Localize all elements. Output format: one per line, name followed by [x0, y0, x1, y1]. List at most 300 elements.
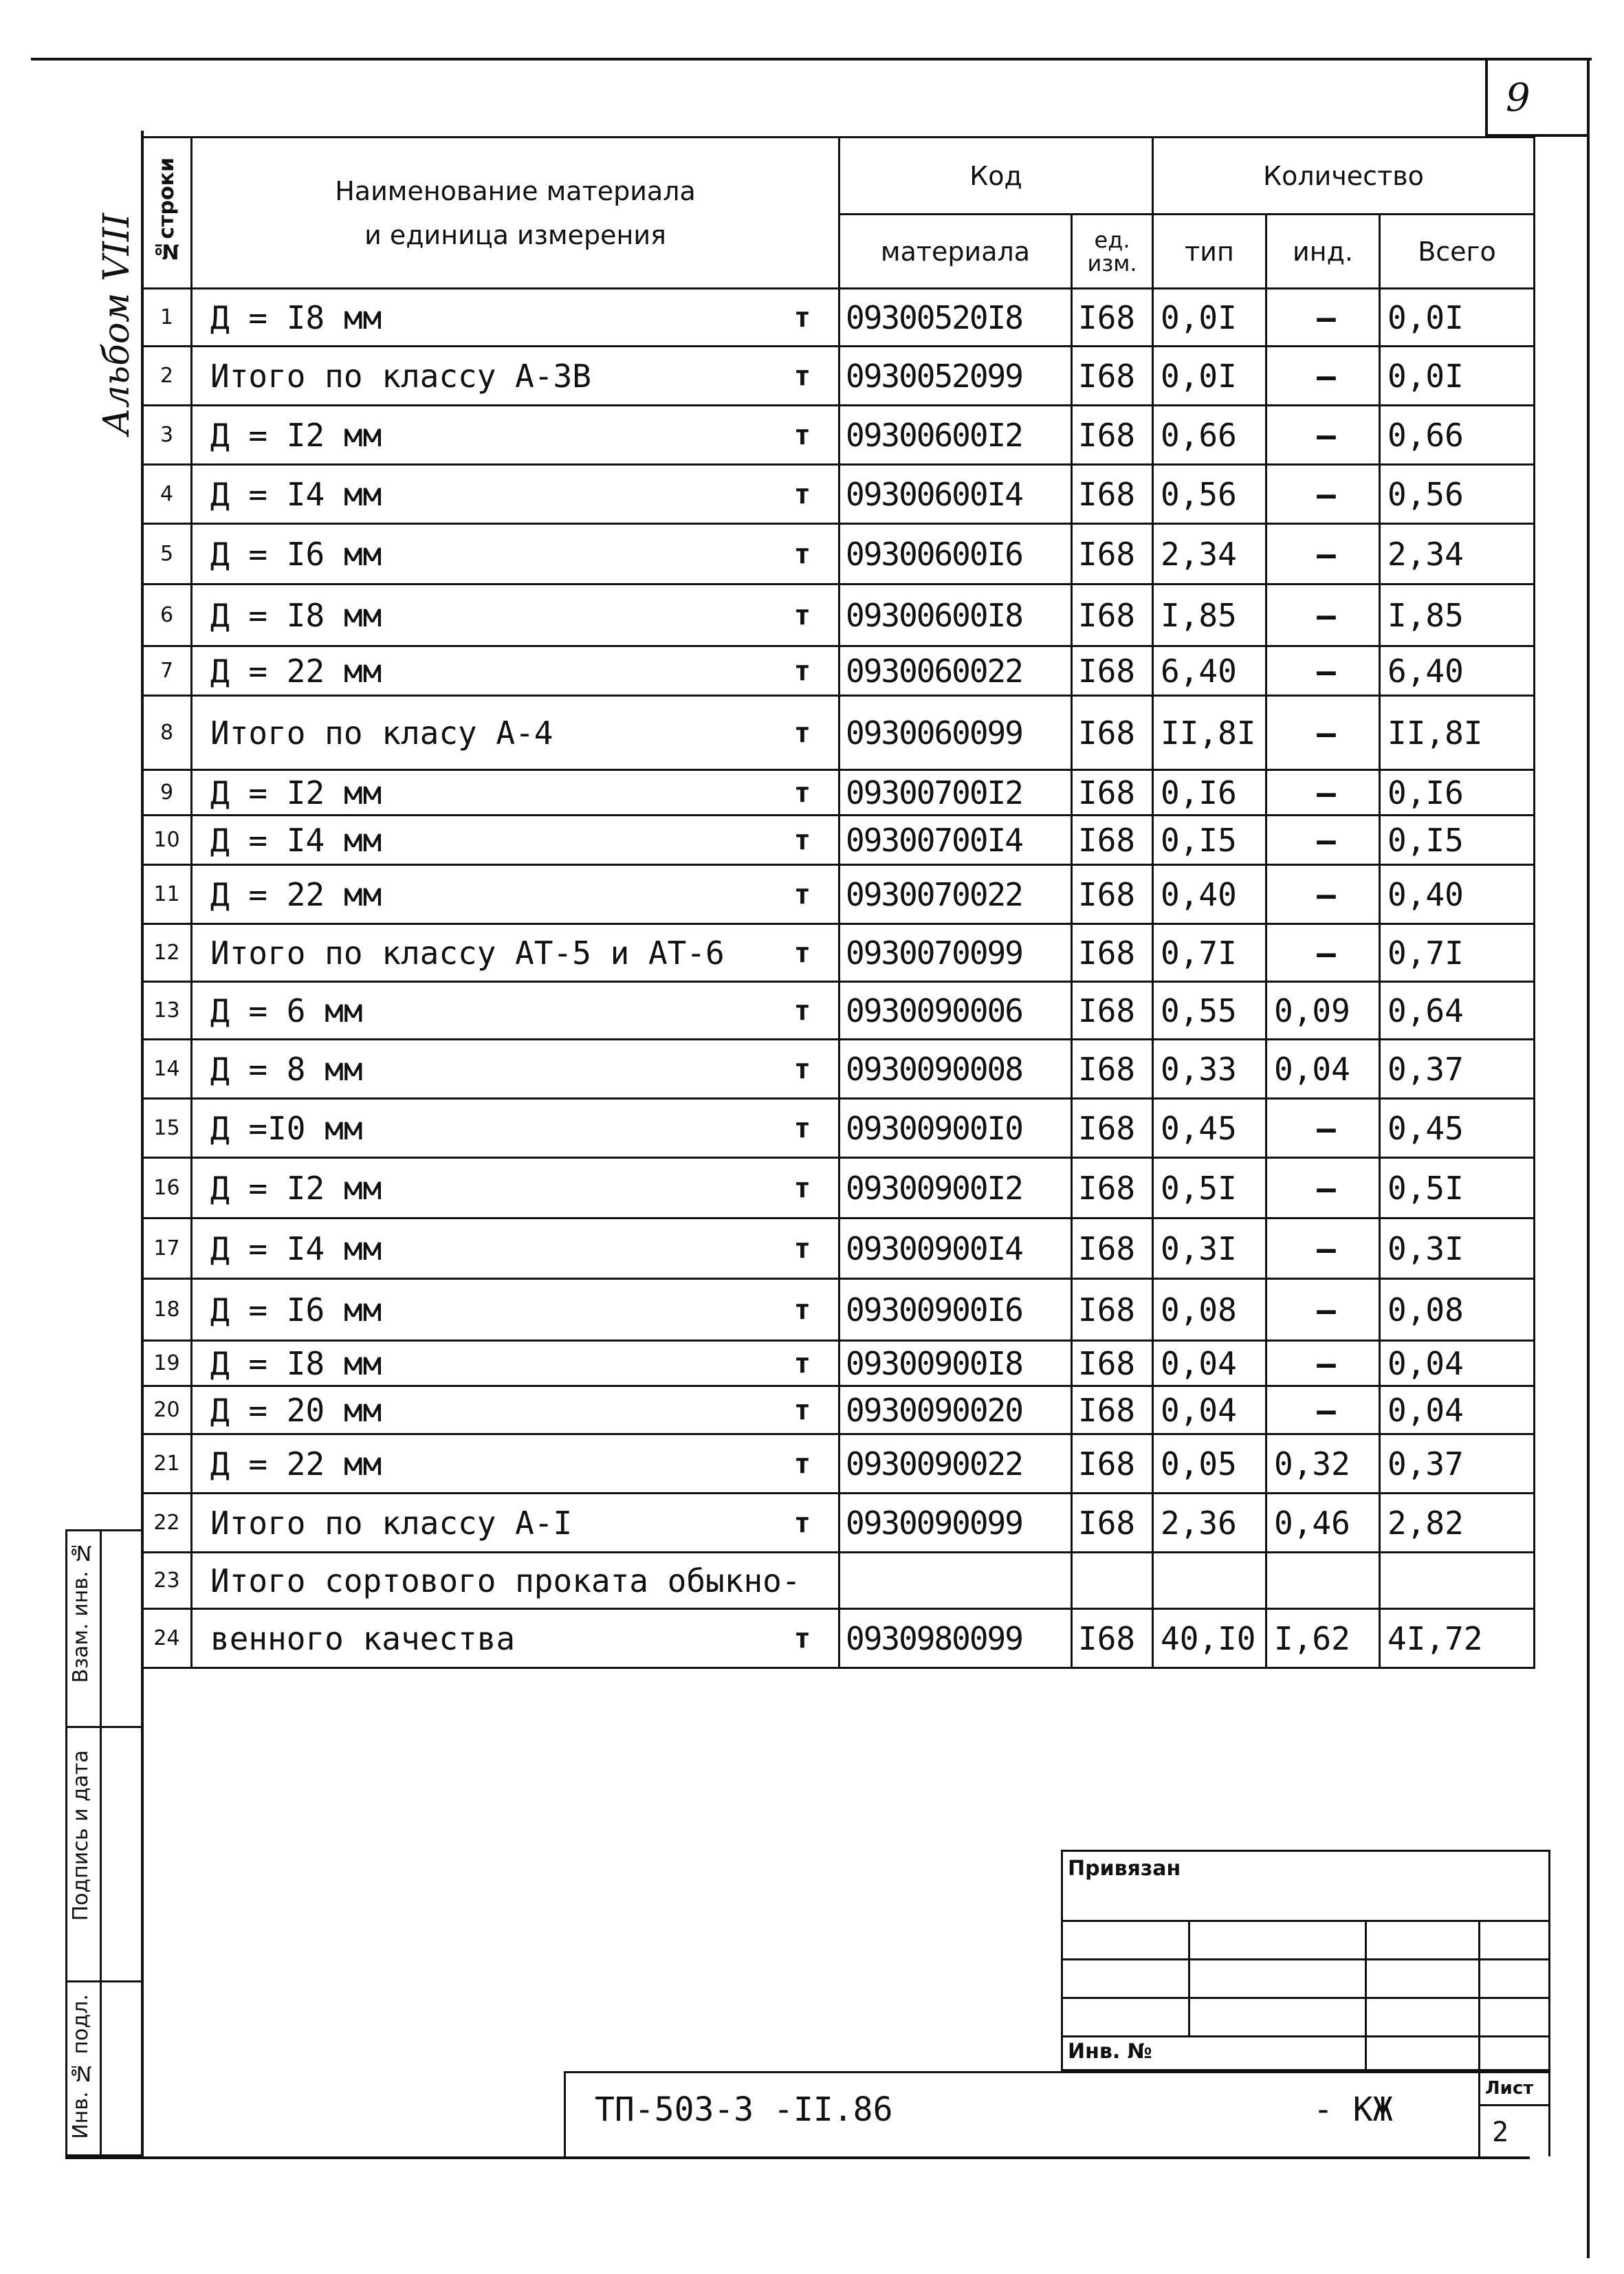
qty-type: 0,5I	[1161, 1169, 1237, 1207]
qty-type-cell	[1153, 1553, 1266, 1609]
material-code-cell	[840, 1434, 1072, 1494]
row-number-cell	[142, 646, 192, 696]
qty-type-cell	[1153, 347, 1266, 406]
material-name-cell	[192, 924, 840, 982]
designation-code: ТП-503-3 -II.86	[595, 2090, 893, 2129]
sheet-label-line	[1478, 2104, 1550, 2106]
material-name: Итого сортового проката обыкно-	[210, 1562, 801, 1599]
unit-code-cell	[1072, 1553, 1153, 1609]
qty-total-cell	[1380, 1341, 1535, 1386]
material-name-cell	[192, 584, 840, 646]
material-code-cell	[840, 584, 1072, 646]
material-code-cell	[840, 1158, 1072, 1218]
qty-ind: –	[1317, 1169, 1336, 1207]
row-number: 6	[160, 603, 174, 627]
qty-total-cell	[1380, 816, 1535, 865]
header-code-material: материала	[840, 215, 1072, 289]
material-name-cell	[192, 524, 840, 584]
row-number: 17	[153, 1236, 180, 1260]
qty-type-cell	[1153, 696, 1266, 770]
qty-type-cell	[1153, 1158, 1266, 1218]
row-number-cell	[142, 465, 192, 524]
qty-ind: –	[1317, 1109, 1336, 1147]
qty-total: 0,04	[1387, 1391, 1464, 1429]
album-label: Альбом VIII	[96, 213, 138, 435]
qty-type-cell	[1153, 924, 1266, 982]
row-number: 15	[153, 1116, 180, 1140]
row-number-cell	[142, 982, 192, 1040]
row-number: 11	[153, 882, 180, 906]
privyazan-row-1	[1061, 1920, 1550, 1922]
qty-total: 0,I5	[1387, 821, 1464, 859]
material-code: 0930070099	[846, 934, 1022, 972]
qty-total: 0,08	[1387, 1291, 1464, 1329]
unit-code: I68	[1078, 875, 1136, 913]
material-code: 0930090099	[846, 1504, 1022, 1542]
unit-code: I68	[1078, 652, 1136, 690]
qty-type: 2,34	[1161, 535, 1237, 573]
unit-code-cell	[1072, 1218, 1153, 1279]
qty-ind-cell	[1266, 1386, 1380, 1434]
material-code-cell	[840, 406, 1072, 465]
unit-code: I68	[1078, 821, 1136, 859]
qty-ind: –	[1317, 416, 1336, 454]
qty-total: 0,I6	[1387, 774, 1464, 811]
stamp-separator-2	[65, 1980, 141, 1982]
qty-total-cell	[1380, 696, 1535, 770]
row-number: 13	[153, 998, 180, 1023]
qty-type-cell	[1153, 1218, 1266, 1279]
table-row	[142, 1218, 1535, 1279]
qty-ind-cell	[1266, 289, 1380, 347]
qty-total-cell	[1380, 1434, 1535, 1494]
qty-type-cell	[1153, 1386, 1266, 1434]
material-name-cell	[192, 646, 840, 696]
row-number-cell	[142, 406, 192, 465]
material-code-cell	[840, 524, 1072, 584]
material-name-cell	[192, 1218, 840, 1279]
table-row	[142, 347, 1535, 406]
bottom-frame-line	[65, 2156, 1530, 2159]
materials-table	[141, 136, 1535, 1669]
unit-code: I68	[1078, 298, 1136, 336]
qty-ind: –	[1317, 1291, 1336, 1329]
header-qty-type: тип	[1153, 215, 1266, 289]
row-number: 8	[160, 721, 174, 745]
privyazan-col-2	[1365, 1920, 1367, 2071]
qty-ind-cell	[1266, 1434, 1380, 1494]
material-code: 09300600I8	[846, 596, 1022, 634]
material-name: Итого по классу АТ-5 и АТ-6	[210, 934, 725, 972]
table-row	[142, 1553, 1535, 1609]
qty-ind: –	[1317, 1229, 1336, 1267]
row-number: 3	[160, 423, 174, 447]
unit-code: I68	[1078, 1109, 1136, 1147]
table-row	[142, 524, 1535, 584]
material-code: 0930090006	[846, 992, 1022, 1029]
row-number-cell	[142, 1218, 192, 1279]
privyazan-row-3	[1061, 1997, 1550, 1999]
qty-ind: –	[1317, 821, 1336, 859]
table-row	[142, 982, 1535, 1040]
material-name: Д = I8 мм	[210, 298, 382, 336]
qty-ind-cell	[1266, 1158, 1380, 1218]
row-number: 20	[153, 1398, 180, 1422]
unit-label: т	[793, 1347, 811, 1379]
privyazan-col-3	[1478, 1920, 1480, 2071]
material-name: Д = I8 мм	[210, 596, 382, 634]
qty-type-cell	[1153, 1040, 1266, 1099]
material-name-cell	[192, 406, 840, 465]
material-code-cell	[840, 347, 1072, 406]
unit-code: I68	[1078, 934, 1136, 972]
qty-ind: –	[1317, 1344, 1336, 1382]
material-code: 09300700I4	[846, 821, 1022, 859]
material-name: Д = I4 мм	[210, 475, 382, 513]
qty-total: 0,0I	[1387, 357, 1464, 395]
sheet-number: 2	[1492, 2117, 1509, 2148]
material-name: Д = 20 мм	[210, 1391, 382, 1429]
qty-type-cell	[1153, 770, 1266, 816]
qty-type-cell	[1153, 1609, 1266, 1668]
row-number-cell	[142, 1609, 192, 1668]
unit-label: т	[793, 1053, 811, 1085]
material-name-cell	[192, 347, 840, 406]
row-number-cell	[142, 865, 192, 924]
row-number-cell	[142, 1099, 192, 1158]
row-number-cell	[142, 584, 192, 646]
unit-label: т	[793, 1293, 811, 1326]
designation-suffix: - КЖ	[1313, 2090, 1393, 2129]
qty-total-cell	[1380, 1609, 1535, 1668]
qty-ind-cell	[1266, 924, 1380, 982]
qty-type-cell	[1153, 865, 1266, 924]
row-number: 2	[160, 364, 174, 388]
material-name-cell	[192, 1494, 840, 1553]
qty-total-cell	[1380, 1040, 1535, 1099]
qty-total-cell	[1380, 646, 1535, 696]
material-code: 09300900I0	[846, 1109, 1022, 1147]
qty-type-cell	[1153, 1279, 1266, 1341]
unit-label: т	[793, 538, 811, 570]
qty-ind: –	[1317, 652, 1336, 690]
qty-ind-cell	[1266, 524, 1380, 584]
qty-total: 2,34	[1387, 535, 1464, 573]
qty-total-cell	[1380, 770, 1535, 816]
unit-label: т	[793, 776, 811, 809]
row-number: 22	[153, 1511, 180, 1535]
material-name-cell	[192, 1386, 840, 1434]
header-code-unit: ед. изм.	[1072, 215, 1153, 289]
qty-ind-cell	[1266, 1099, 1380, 1158]
material-code-cell	[840, 770, 1072, 816]
material-code: 0930090022	[846, 1445, 1022, 1483]
material-code-cell	[840, 1609, 1072, 1668]
material-name-cell	[192, 1553, 840, 1609]
qty-ind: –	[1317, 596, 1336, 634]
row-number: 10	[153, 828, 180, 852]
qty-ind: –	[1317, 934, 1336, 972]
material-name-cell	[192, 1341, 840, 1386]
qty-ind-cell	[1266, 816, 1380, 865]
qty-type: 0,05	[1161, 1445, 1237, 1483]
table-row	[142, 465, 1535, 524]
qty-type: 0,3I	[1161, 1229, 1237, 1267]
material-name: Д = I4 мм	[210, 821, 382, 859]
sheet-divider	[1478, 2071, 1480, 2156]
qty-total-cell	[1380, 1218, 1535, 1279]
qty-total: 0,56	[1387, 475, 1464, 513]
unit-label: т	[793, 301, 811, 334]
unit-code-cell	[1072, 1341, 1153, 1386]
unit-code-cell	[1072, 524, 1153, 584]
material-code: 0930090020	[846, 1391, 1022, 1429]
unit-code-cell	[1072, 865, 1153, 924]
unit-code: I68	[1078, 1229, 1136, 1267]
material-code: 0930060099	[846, 714, 1022, 752]
material-code-cell	[840, 1494, 1072, 1553]
table-row	[142, 1434, 1535, 1494]
row-number-cell	[142, 816, 192, 865]
qty-ind: I,62	[1274, 1619, 1350, 1657]
qty-type: 6,40	[1161, 652, 1237, 690]
row-number: 14	[153, 1057, 180, 1081]
table-row	[142, 1494, 1535, 1553]
material-code: 0930980099	[846, 1619, 1022, 1657]
qty-total: 2,82	[1387, 1504, 1464, 1542]
qty-ind: –	[1317, 774, 1336, 811]
qty-type: 0,0I	[1161, 357, 1237, 395]
qty-ind: 0,46	[1274, 1504, 1350, 1542]
page-number-box	[1485, 58, 1588, 137]
material-name: Д = I2 мм	[210, 774, 382, 811]
qty-total: 0,37	[1387, 1050, 1464, 1088]
qty-total-cell	[1380, 1386, 1535, 1434]
unit-code-cell	[1072, 289, 1153, 347]
qty-type: 0,08	[1161, 1291, 1237, 1329]
material-name-cell	[192, 289, 840, 347]
material-name: Д = I8 мм	[210, 1344, 382, 1382]
material-name: Д = 6 мм	[210, 992, 363, 1029]
unit-code-cell	[1072, 347, 1153, 406]
unit-code-cell	[1072, 465, 1153, 524]
unit-label: т	[793, 419, 811, 451]
qty-ind-cell	[1266, 865, 1380, 924]
qty-ind-cell	[1266, 1341, 1380, 1386]
qty-total-cell	[1380, 347, 1535, 406]
qty-total: 0,64	[1387, 992, 1464, 1029]
qty-ind-cell	[1266, 770, 1380, 816]
qty-type: 0,40	[1161, 875, 1237, 913]
unit-label: т	[793, 1172, 811, 1204]
row-number-cell	[142, 1040, 192, 1099]
unit-code-cell	[1072, 406, 1153, 465]
row-number-cell	[142, 347, 192, 406]
row-number-cell	[142, 524, 192, 584]
material-name: Д =I0 мм	[210, 1109, 363, 1147]
qty-total-cell	[1380, 1158, 1535, 1218]
material-code-cell	[840, 816, 1072, 865]
table-row	[142, 289, 1535, 347]
privyazan-row-4	[1061, 2035, 1550, 2037]
material-code: 0930090008	[846, 1050, 1022, 1088]
qty-type: 0,56	[1161, 475, 1237, 513]
qty-type: 0,66	[1161, 416, 1237, 454]
unit-code: I68	[1078, 1391, 1136, 1429]
qty-type-cell	[1153, 982, 1266, 1040]
right-frame-line	[1587, 58, 1590, 2258]
material-code: 09300600I6	[846, 535, 1022, 573]
material-code-cell	[840, 465, 1072, 524]
unit-code: I68	[1078, 416, 1136, 454]
row-number-cell	[142, 924, 192, 982]
stamp-podpis-data: Подпись и дата	[69, 1750, 93, 1921]
qty-type-cell	[1153, 584, 1266, 646]
material-code: 09300900I4	[846, 1229, 1022, 1267]
row-number-cell	[142, 1279, 192, 1341]
row-number: 18	[153, 1298, 180, 1322]
unit-code: I68	[1078, 596, 1136, 634]
row-number: 1	[160, 305, 174, 329]
qty-total-cell	[1380, 982, 1535, 1040]
table-row	[142, 1158, 1535, 1218]
qty-total-cell	[1380, 924, 1535, 982]
qty-type-cell	[1153, 524, 1266, 584]
material-code-cell	[840, 1386, 1072, 1434]
qty-type-cell	[1153, 646, 1266, 696]
unit-code-cell	[1072, 982, 1153, 1040]
material-code-cell	[840, 696, 1072, 770]
qty-ind-cell	[1266, 406, 1380, 465]
qty-type: I,85	[1161, 596, 1237, 634]
stamp-inv-podl: Инв. № подл.	[69, 1994, 93, 2139]
material-name-cell	[192, 465, 840, 524]
material-name-cell	[192, 816, 840, 865]
qty-type-cell	[1153, 1099, 1266, 1158]
material-code: 09300700I2	[846, 774, 1022, 811]
qty-total-cell	[1380, 584, 1535, 646]
qty-ind-cell	[1266, 646, 1380, 696]
material-code-cell	[840, 1553, 1072, 1609]
qty-ind-cell	[1266, 1218, 1380, 1279]
qty-ind: –	[1317, 714, 1336, 752]
qty-ind: –	[1317, 535, 1336, 573]
qty-total: 0,5I	[1387, 1169, 1464, 1207]
qty-total: I,85	[1387, 596, 1464, 634]
qty-total: 4I,72	[1387, 1619, 1483, 1657]
material-code-cell	[840, 865, 1072, 924]
qty-type: 40,I0	[1161, 1619, 1256, 1657]
stamp-separator-1	[65, 1726, 141, 1728]
unit-code: I68	[1078, 357, 1136, 395]
material-name: Д = I4 мм	[210, 1229, 382, 1267]
material-name-cell	[192, 1279, 840, 1341]
unit-code-cell	[1072, 1158, 1153, 1218]
table-row	[142, 646, 1535, 696]
unit-label: т	[793, 878, 811, 910]
inv-no-label: Инв. №	[1068, 2040, 1152, 2064]
material-code-cell	[840, 1099, 1072, 1158]
qty-ind: –	[1317, 298, 1336, 336]
qty-ind: –	[1317, 357, 1336, 395]
unit-code-cell	[1072, 770, 1153, 816]
material-code-cell	[840, 982, 1072, 1040]
unit-code: I68	[1078, 1050, 1136, 1088]
qty-type: 0,04	[1161, 1344, 1237, 1382]
qty-ind-cell	[1266, 1609, 1380, 1668]
qty-ind-cell	[1266, 1040, 1380, 1099]
unit-label: т	[793, 824, 811, 856]
material-name: Д = I6 мм	[210, 1291, 382, 1329]
qty-type: 0,55	[1161, 992, 1237, 1029]
table-row	[142, 1279, 1535, 1341]
material-name-cell	[192, 865, 840, 924]
material-name: венного качества	[210, 1619, 516, 1657]
material-code: 0930070022	[846, 875, 1022, 913]
material-code-cell	[840, 646, 1072, 696]
qty-type: 0,33	[1161, 1050, 1237, 1088]
qty-total-cell	[1380, 1553, 1535, 1609]
qty-total: 0,37	[1387, 1445, 1464, 1483]
row-number: 7	[160, 659, 174, 683]
table-row	[142, 1609, 1535, 1668]
qty-total: 0,3I	[1387, 1229, 1464, 1267]
qty-type-cell	[1153, 816, 1266, 865]
qty-total-cell	[1380, 289, 1535, 347]
qty-type: 0,I6	[1161, 774, 1237, 811]
row-number: 9	[160, 780, 174, 805]
qty-total: 6,40	[1387, 652, 1464, 690]
material-name: Итого по класу А-4	[210, 714, 553, 752]
material-code: 0930052099	[846, 357, 1022, 395]
row-number-cell	[142, 1341, 192, 1386]
qty-ind-cell	[1266, 465, 1380, 524]
row-number: 12	[153, 941, 180, 965]
privyazan-block	[1061, 1850, 1550, 2071]
stamp-vzam-inv: Взам. инв. №	[69, 1540, 93, 1683]
qty-total: 0,40	[1387, 875, 1464, 913]
unit-code: I68	[1078, 774, 1136, 811]
table-row	[142, 816, 1535, 865]
qty-type: 0,04	[1161, 1391, 1237, 1429]
qty-total: 0,0I	[1387, 298, 1464, 336]
unit-code-cell	[1072, 696, 1153, 770]
qty-total-cell	[1380, 465, 1535, 524]
row-number: 16	[153, 1176, 180, 1200]
table-row	[142, 865, 1535, 924]
unit-label: т	[793, 1622, 811, 1654]
unit-label: т	[793, 937, 811, 969]
material-code-cell	[840, 289, 1072, 347]
row-number-cell	[142, 289, 192, 347]
left-stamp-divider	[100, 1529, 102, 2156]
material-name-cell	[192, 1040, 840, 1099]
material-name-cell	[192, 1434, 840, 1494]
unit-code-cell	[1072, 646, 1153, 696]
qty-type: 2,36	[1161, 1504, 1237, 1542]
material-name-cell	[192, 1609, 840, 1668]
material-code-cell	[840, 1279, 1072, 1341]
qty-ind-cell	[1266, 982, 1380, 1040]
row-number-cell	[142, 1434, 192, 1494]
unit-code-cell	[1072, 1494, 1153, 1553]
qty-ind: 0,04	[1274, 1050, 1350, 1088]
row-number: 5	[160, 542, 174, 566]
row-number-cell	[142, 770, 192, 816]
material-name: Д = I6 мм	[210, 535, 382, 573]
qty-total: II,8I	[1387, 714, 1483, 752]
table-row	[142, 1386, 1535, 1434]
